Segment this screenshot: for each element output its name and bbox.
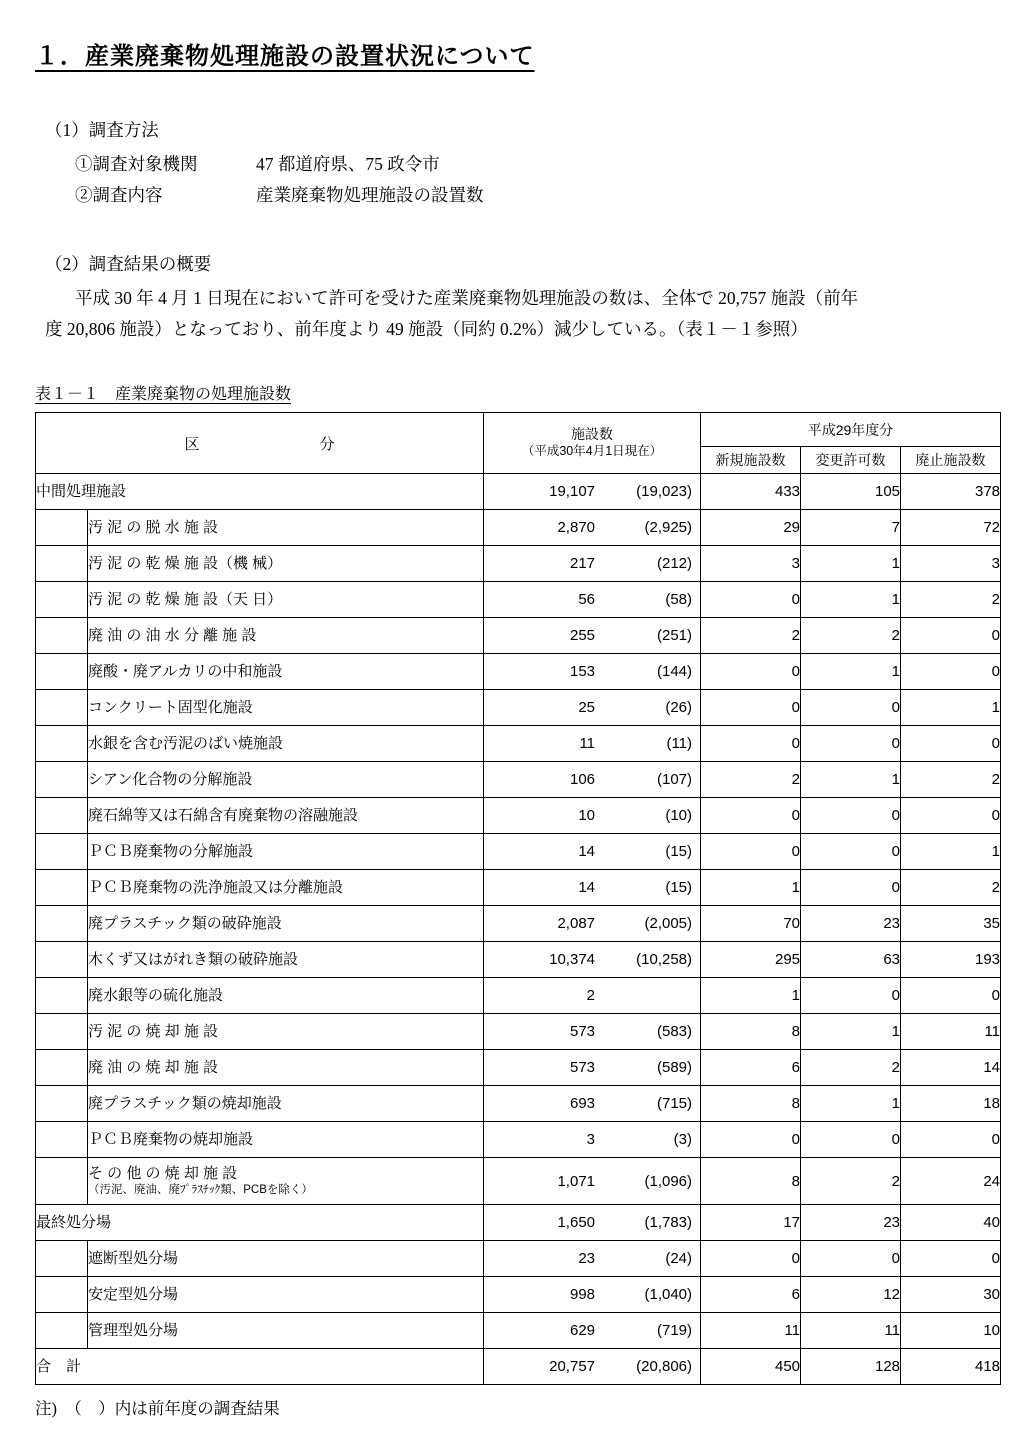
- new-facilities-cell: 2: [701, 618, 801, 654]
- row-label-text: 遮断型処分場: [88, 1249, 179, 1267]
- row-indent-cell: [36, 834, 88, 870]
- new-facilities-cell: 0: [701, 654, 801, 690]
- facility-count-previous: (2,005): [644, 915, 693, 932]
- new-facilities-cell: 2: [701, 762, 801, 798]
- section-survey-results: [35, 249, 1001, 345]
- change-permits-cell: 11: [801, 1313, 901, 1349]
- facility-count-previous: (58): [665, 591, 693, 608]
- facility-count-cell: [484, 1313, 701, 1349]
- facility-count-current: 1,650: [557, 1214, 596, 1231]
- abolished-facilities-cell: 2: [901, 582, 1001, 618]
- change-permits-cell: 7: [801, 510, 901, 546]
- facility-count-previous: (715): [656, 1095, 693, 1112]
- facility-count-current: 1,071: [557, 1172, 596, 1190]
- table-row: [36, 906, 1001, 942]
- facility-count-current: 998: [569, 1286, 596, 1303]
- abolished-facilities-cell: 0: [901, 1241, 1001, 1277]
- facility-count-previous: (15): [665, 879, 693, 896]
- facility-count-current: 217: [569, 555, 596, 572]
- facility-count-cell: [484, 510, 701, 546]
- table-title: 表１－１ 産業廃棄物の処理施設数: [35, 386, 292, 403]
- row-indent-cell: [36, 870, 88, 906]
- table-row: [36, 1313, 1001, 1349]
- row-label: [88, 1050, 484, 1086]
- abolished-facilities-cell: 0: [901, 978, 1001, 1014]
- header-facility-count-line1: 施設数: [571, 426, 614, 443]
- row-label: [88, 1313, 484, 1349]
- facility-count-current: 14: [578, 879, 596, 896]
- facility-count-current: 56: [578, 591, 596, 608]
- facility-count-previous: (26): [665, 699, 693, 716]
- row-indent-cell: [36, 582, 88, 618]
- change-permits-cell: 0: [801, 1241, 901, 1277]
- row-indent-cell: [36, 1014, 88, 1050]
- new-facilities-cell: 295: [701, 942, 801, 978]
- change-permits-cell: 23: [801, 906, 901, 942]
- row-indent-cell: [36, 798, 88, 834]
- row-label-text: ＰＣＢ廃棄物の分解施設: [88, 842, 254, 860]
- row-label-note: （汚泥、廃油、廃ﾌﾟﾗｽﾁｯｸ類、PCBを除く）: [88, 1184, 313, 1197]
- row-label-text: 廃プラスチック類の破砕施設: [88, 914, 282, 932]
- row-indent-cell: [36, 1050, 88, 1086]
- facility-count-previous: (10): [665, 807, 693, 824]
- row-indent-cell: [36, 510, 88, 546]
- facility-count-current: 14: [578, 843, 596, 860]
- table-row: [36, 1277, 1001, 1313]
- change-permits-cell: 0: [801, 798, 901, 834]
- header-facility-count: [484, 413, 701, 474]
- abolished-facilities-cell: 0: [901, 618, 1001, 654]
- table-row: [36, 978, 1001, 1014]
- facility-count-current: 19,107: [549, 483, 596, 500]
- page-title: １．産業廃棄物処理施設の設置状況について: [35, 44, 535, 70]
- row-label: [88, 978, 484, 1014]
- abolished-facilities-cell: 24: [901, 1158, 1001, 1205]
- new-facilities-cell: 0: [701, 726, 801, 762]
- facility-count-cell: [484, 726, 701, 762]
- facility-count-cell: [484, 942, 701, 978]
- table-row: [36, 942, 1001, 978]
- row-label: [88, 582, 484, 618]
- row-label-text: コンクリート固型化施設: [88, 698, 253, 716]
- facility-count-cell: [484, 978, 701, 1014]
- facility-count-previous: (144): [656, 663, 693, 680]
- facility-count-current: 2,870: [557, 519, 596, 536]
- facility-count-current: 573: [569, 1059, 596, 1076]
- facility-count-previous: (2,925): [644, 519, 693, 536]
- header-abolished-facilities: 廃止施設数: [901, 447, 1001, 474]
- row-indent-cell: [36, 978, 88, 1014]
- row-label: [88, 690, 484, 726]
- table-row: [36, 1014, 1001, 1050]
- method-item-label: ①調査対象機関: [75, 154, 198, 174]
- new-facilities-cell: 0: [701, 834, 801, 870]
- row-indent-cell: [36, 942, 88, 978]
- row-label-text: 廃酸・廃アルカリの中和施設: [88, 662, 283, 680]
- row-indent-cell: [36, 1122, 88, 1158]
- facility-count-current: 153: [569, 663, 596, 680]
- method-item-target: [75, 149, 1001, 180]
- change-permits-cell: 1: [801, 582, 901, 618]
- change-permits-cell: 2: [801, 618, 901, 654]
- facility-count-cell: [484, 1158, 701, 1205]
- row-label: 最終処分場: [36, 1205, 484, 1241]
- change-permits-cell: 1: [801, 1014, 901, 1050]
- row-label: [88, 1122, 484, 1158]
- change-permits-cell: 0: [801, 870, 901, 906]
- footnote: 注) （ ）内は前年度の調査結果: [35, 1399, 280, 1418]
- change-permits-cell: 0: [801, 726, 901, 762]
- abolished-facilities-cell: 10: [901, 1313, 1001, 1349]
- table-row: [36, 1122, 1001, 1158]
- row-label: [88, 618, 484, 654]
- table-row: [36, 510, 1001, 546]
- abolished-facilities-cell: 0: [901, 798, 1001, 834]
- facility-count-cell: [484, 798, 701, 834]
- facility-count-cell: [484, 1277, 701, 1313]
- table-row: [36, 618, 1001, 654]
- new-facilities-cell: 3: [701, 546, 801, 582]
- facility-count-current: 106: [569, 771, 596, 788]
- table-row: [36, 834, 1001, 870]
- abolished-facilities-cell: 3: [901, 546, 1001, 582]
- row-label: [88, 654, 484, 690]
- row-label-text: 安定型処分場: [88, 1285, 179, 1303]
- row-indent-cell: [36, 654, 88, 690]
- facility-count-cell: [484, 654, 701, 690]
- row-label-text: 汚 泥 の 乾 燥 施 設（天 日）: [88, 590, 283, 608]
- row-label: [88, 870, 484, 906]
- new-facilities-cell: 1: [701, 870, 801, 906]
- row-indent-cell: [36, 1277, 88, 1313]
- row-label-text: 廃プラスチック類の焼却施設: [88, 1094, 282, 1112]
- new-facilities-cell: 11: [701, 1313, 801, 1349]
- row-label: [88, 762, 484, 798]
- row-label: [88, 1277, 484, 1313]
- facility-count-current: 2,087: [557, 915, 596, 932]
- abolished-facilities-cell: 35: [901, 906, 1001, 942]
- row-label: [88, 942, 484, 978]
- table-row: [36, 762, 1001, 798]
- facility-count-cell: [484, 870, 701, 906]
- new-facilities-cell: 0: [701, 798, 801, 834]
- row-label-text: 廃 油 の 焼 却 施 設: [88, 1058, 219, 1076]
- facility-count-current: 10: [578, 807, 596, 824]
- facility-count-previous: (3): [673, 1131, 693, 1148]
- row-label: [88, 906, 484, 942]
- new-facilities-cell: 8: [701, 1158, 801, 1205]
- method-item-value: 47 都道府県、75 政令市: [256, 154, 440, 174]
- table-row: [36, 582, 1001, 618]
- row-indent-cell: [36, 762, 88, 798]
- facility-count-previous: (15): [665, 843, 693, 860]
- abolished-facilities-cell: 40: [901, 1205, 1001, 1241]
- summary-paragraph: [45, 283, 1001, 345]
- row-label: [88, 1086, 484, 1122]
- row-label-text: 水銀を含む汚泥のばい焼施設: [88, 734, 284, 752]
- facility-count-previous: (20,806): [636, 1358, 693, 1375]
- change-permits-cell: 1: [801, 762, 901, 798]
- table-row: [36, 546, 1001, 582]
- facility-table-body: [36, 474, 1001, 1385]
- abolished-facilities-cell: 18: [901, 1086, 1001, 1122]
- row-label: 中間処理施設: [36, 474, 484, 510]
- abolished-facilities-cell: 2: [901, 762, 1001, 798]
- method-items: [75, 149, 1001, 211]
- header-category: 区 分: [36, 413, 484, 474]
- table-row: [36, 1050, 1001, 1086]
- change-permits-cell: 1: [801, 1086, 901, 1122]
- row-label-text: ＰＣＢ廃棄物の焼却施設: [88, 1130, 254, 1148]
- table-row: [36, 1349, 1001, 1385]
- facility-count-cell: [484, 762, 701, 798]
- change-permits-cell: 0: [801, 978, 901, 1014]
- abolished-facilities-cell: 1: [901, 834, 1001, 870]
- header-h29-group: 平成29年度分: [701, 413, 1001, 447]
- row-indent-cell: [36, 1086, 88, 1122]
- facility-count-cell: [484, 1050, 701, 1086]
- facility-count-cell: [484, 1122, 701, 1158]
- facility-count-previous: (1,040): [644, 1286, 693, 1303]
- abolished-facilities-cell: 378: [901, 474, 1001, 510]
- row-indent-cell: [36, 546, 88, 582]
- facility-count-current: 693: [569, 1095, 596, 1112]
- method-item-content: [75, 180, 1001, 211]
- facility-count-current: 573: [569, 1023, 596, 1040]
- abolished-facilities-cell: 30: [901, 1277, 1001, 1313]
- facility-count-previous: (719): [656, 1322, 693, 1339]
- change-permits-cell: 2: [801, 1050, 901, 1086]
- change-permits-cell: 0: [801, 1122, 901, 1158]
- change-permits-cell: 1: [801, 546, 901, 582]
- facility-count-cell: [484, 546, 701, 582]
- method-item-label: ②調査内容: [75, 185, 163, 205]
- new-facilities-cell: 433: [701, 474, 801, 510]
- row-label-text: ＰＣＢ廃棄物の洗浄施設又は分離施設: [88, 878, 344, 896]
- change-permits-cell: 23: [801, 1205, 901, 1241]
- facility-count-cell: [484, 1349, 701, 1385]
- row-indent-cell: [36, 618, 88, 654]
- facility-count-current: 3: [586, 1131, 596, 1148]
- row-label: [88, 834, 484, 870]
- row-indent-cell: [36, 1158, 88, 1205]
- new-facilities-cell: 8: [701, 1014, 801, 1050]
- table-row: [36, 1241, 1001, 1277]
- change-permits-cell: 105: [801, 474, 901, 510]
- change-permits-cell: 2: [801, 1158, 901, 1205]
- table-row: [36, 870, 1001, 906]
- facility-count-cell: [484, 1086, 701, 1122]
- abolished-facilities-cell: 0: [901, 1122, 1001, 1158]
- method-item-value: 産業廃棄物処理施設の設置数: [256, 185, 484, 205]
- row-label-text: 汚 泥 の 脱 水 施 設: [88, 518, 219, 536]
- facility-count-cell: [484, 474, 701, 510]
- new-facilities-cell: 17: [701, 1205, 801, 1241]
- facility-count-cell: [484, 582, 701, 618]
- facility-count-previous: (251): [656, 627, 693, 644]
- abolished-facilities-cell: 11: [901, 1014, 1001, 1050]
- facility-count-previous: (1,783): [644, 1214, 693, 1231]
- abolished-facilities-cell: 14: [901, 1050, 1001, 1086]
- row-label-text: 廃石綿等又は石綿含有廃棄物の溶融施設: [88, 806, 359, 824]
- row-label-text: シアン化合物の分解施設: [88, 770, 253, 788]
- facility-count-cell: [484, 1205, 701, 1241]
- table-row: [36, 1158, 1001, 1205]
- facility-count-current: 23: [578, 1250, 596, 1267]
- facility-count-previous: (1,096): [644, 1172, 693, 1190]
- row-label-text: 廃 油 の 油 水 分 離 施 設: [88, 626, 257, 644]
- table-row: [36, 474, 1001, 510]
- table-row: [36, 1086, 1001, 1122]
- table-row: [36, 654, 1001, 690]
- change-permits-cell: 12: [801, 1277, 901, 1313]
- row-indent-cell: [36, 1241, 88, 1277]
- facility-count-previous: (24): [665, 1250, 693, 1267]
- change-permits-cell: 63: [801, 942, 901, 978]
- new-facilities-cell: 6: [701, 1050, 801, 1086]
- abolished-facilities-cell: 1: [901, 690, 1001, 726]
- facility-count-cell: [484, 1241, 701, 1277]
- facility-count-previous: (583): [656, 1023, 693, 1040]
- row-label: [88, 1014, 484, 1050]
- facility-count-previous: (107): [656, 771, 693, 788]
- facility-count-current: 255: [569, 627, 596, 644]
- header-row-1: [36, 413, 1001, 447]
- change-permits-cell: 128: [801, 1349, 901, 1385]
- summary-line: 度 20,806 施設）となっており、前年度より 49 施設（同約 0.2%）減少している。（表１－１参照）: [45, 319, 808, 339]
- row-label: [88, 726, 484, 762]
- facility-count-previous: (10,258): [636, 951, 693, 968]
- abolished-facilities-cell: 193: [901, 942, 1001, 978]
- new-facilities-cell: 6: [701, 1277, 801, 1313]
- table-row: [36, 798, 1001, 834]
- row-indent-cell: [36, 906, 88, 942]
- new-facilities-cell: 29: [701, 510, 801, 546]
- row-indent-cell: [36, 726, 88, 762]
- abolished-facilities-cell: 418: [901, 1349, 1001, 1385]
- table-row: [36, 1205, 1001, 1241]
- facility-count-previous: (11): [666, 735, 693, 752]
- facility-count-current: 10,374: [549, 951, 596, 968]
- header-change-permits: 変更許可数: [801, 447, 901, 474]
- change-permits-cell: 0: [801, 834, 901, 870]
- row-indent-cell: [36, 690, 88, 726]
- new-facilities-cell: 70: [701, 906, 801, 942]
- row-label: 合 計: [36, 1349, 484, 1385]
- abolished-facilities-cell: 0: [901, 726, 1001, 762]
- new-facilities-cell: 0: [701, 582, 801, 618]
- new-facilities-cell: 0: [701, 1241, 801, 1277]
- row-indent-cell: [36, 1313, 88, 1349]
- facility-count-cell: [484, 906, 701, 942]
- section2-heading: （2）調査結果の概要: [45, 254, 212, 274]
- summary-line: 平成 30 年 4 月 1 日現在において許可を受けた産業廃棄物処理施設の数は、全体で 20,757 施設（前年: [75, 288, 859, 308]
- facility-count-previous: (19,023): [636, 483, 693, 500]
- table-row: [36, 690, 1001, 726]
- row-label: [88, 798, 484, 834]
- facility-count-cell: [484, 1014, 701, 1050]
- new-facilities-cell: 8: [701, 1086, 801, 1122]
- section1-heading: （1）調査方法: [45, 120, 159, 140]
- section-survey-method: [35, 115, 1001, 211]
- facility-table-head: [36, 413, 1001, 474]
- facility-count-current: 25: [578, 699, 596, 716]
- abolished-facilities-cell: 2: [901, 870, 1001, 906]
- new-facilities-cell: 0: [701, 690, 801, 726]
- facility-count-current: 629: [569, 1322, 596, 1339]
- row-label-text: 廃水銀等の硫化施設: [88, 986, 224, 1004]
- new-facilities-cell: 1: [701, 978, 801, 1014]
- row-label-text: 木くず又はがれき類の破砕施設: [88, 950, 299, 968]
- row-label-text: 汚 泥 の 焼 却 施 設: [88, 1022, 219, 1040]
- row-label: [88, 510, 484, 546]
- header-facility-count-line2: （平成30年4月1日現在）: [521, 443, 663, 458]
- row-label: [88, 1241, 484, 1277]
- facility-count-current: 20,757: [549, 1358, 596, 1375]
- table-row: [36, 726, 1001, 762]
- facility-count-current: 2: [586, 987, 596, 1004]
- row-label-text: 汚 泥 の 乾 燥 施 設（機 械）: [88, 554, 283, 572]
- abolished-facilities-cell: 0: [901, 654, 1001, 690]
- facility-count-cell: [484, 618, 701, 654]
- facility-count-cell: [484, 834, 701, 870]
- facility-count-current: 11: [579, 735, 596, 752]
- facility-count-previous: (212): [656, 555, 693, 572]
- change-permits-cell: 1: [801, 654, 901, 690]
- new-facilities-cell: 450: [701, 1349, 801, 1385]
- new-facilities-cell: 0: [701, 1122, 801, 1158]
- change-permits-cell: 0: [801, 690, 901, 726]
- header-new-facilities: 新規施設数: [701, 447, 801, 474]
- row-label-text: 管理型処分場: [88, 1321, 179, 1339]
- abolished-facilities-cell: 72: [901, 510, 1001, 546]
- facility-table: [35, 412, 1001, 1385]
- row-label: [88, 1158, 484, 1205]
- row-label: [88, 546, 484, 582]
- row-label-text: そ の 他 の 焼 却 施 設: [88, 1165, 238, 1183]
- table-title-wrap: [35, 381, 1001, 409]
- facility-count-cell: [484, 690, 701, 726]
- facility-count-previous: (589): [656, 1059, 693, 1076]
